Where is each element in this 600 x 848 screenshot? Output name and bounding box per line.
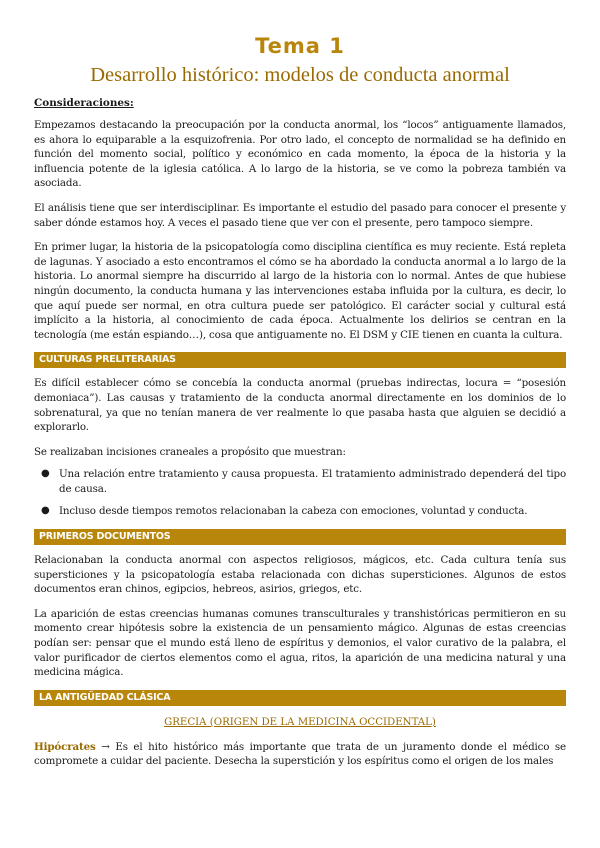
- bullet-icon: ●: [41, 505, 50, 517]
- term-hippocrates: Hipócrates: [34, 740, 96, 753]
- page-title: Tema 1: [255, 34, 345, 58]
- subheading-greece: GRECIA (ORIGEN DE LA MEDICINA OCCIDENTAL): [164, 716, 436, 728]
- intro-paragraph-1: Empezamos destacando la preocupación por la conducta anormal, los “locos” antiguamente llamados, es ahora lo equiparable a la esquizofrenia. Por otro lado, el concepto de normalidad se ha definido en función del momento social, político y económico en cada momento, la época de la historia y la influencia potente de la iglesia católica. A lo largo de la historia, se ve como la pobreza también va asociada.: [34, 119, 566, 190]
- hippocrates-paragraph: [34, 740, 566, 769]
- section-heading-classical: LA ANTIGÜEDAD CLÁSICA: [34, 690, 566, 706]
- list-item: [41, 467, 566, 496]
- intro-paragraph-3: En primer lugar, la historia de la psicopatología como disciplina científica es muy reciente. Está repleta de lagunas. Y asociado a esto encontramos el cómo se ha abordado la conducta anormal a lo largo de la historia. Lo anormal siempre ha discurrido al largo de la historia con lo normal. Antes de que hubiese ningún documento, la conducta humana y las intervenciones estaba influida por la cultura, es decir, lo que aquí puede ser normal, en otra cultura puede ser patológico. El carácter social y cultural está implícito a la historia, al conocimiento de cada época. Actualmente los delirios se centran en la tecnología (me están espiando…), cosa que antiguamente no. El DSM y CIE tienen en cuanta la cultura.: [34, 241, 566, 341]
- considerations-label: Consideraciones:: [34, 97, 134, 109]
- hippocrates-text: → Es el hito histórico más importante que trata de un juramento donde el médico se compromete a cuidar del paciente. Desecha la superstición y los espíritus como el origen de los males: [34, 740, 566, 768]
- page-subtitle: Desarrollo histórico: modelos de conducta anormal: [90, 64, 510, 86]
- preliterate-paragraph-2: Se realizaban incisiones craneales a propósito que muestran:: [34, 445, 346, 458]
- preliterate-paragraph-1: Es difícil establecer cómo se concebía la conducta anormal (pruebas indirectas, locura = “posesión demoniaca”). Las causas y tratamiento de la conducta anormal directamente en los dominios de lo sobrenatural, ya que no tenían manera de ver realmente lo que pasaba hasta que alguien se decidió a explorarlo.: [34, 377, 566, 434]
- preliterate-bullet-list: [34, 467, 566, 519]
- section-heading-preliterate: CULTURAS PRELITERARIAS: [34, 352, 566, 368]
- documents-paragraph-1: Relacionaban la conducta anormal con aspectos religiosos, mágicos, etc. Cada cultura tenía sus supersticiones y la psicopatología estaba relacionada con dichas supersticiones. Algunos de estos documentos eran chinos, egipcios, hebreos, asirios, griegos, etc.: [34, 554, 566, 596]
- intro-paragraph-2: El análisis tiene que ser interdisciplinar. Es importante el estudio del pasado para conocer el presente y saber dónde estamos hoy. A veces el pasado tiene que ver con el presente, pero tampoco siempre.: [34, 201, 566, 229]
- list-item: [41, 504, 566, 519]
- section-heading-documents: PRIMEROS DOCUMENTOS: [34, 529, 566, 545]
- list-item-text: Una relación entre tratamiento y causa propuesta. El tratamiento administrado dependerá del tipo de causa.: [59, 468, 566, 495]
- documents-paragraph-2: La aparición de estas creencias humanas comunes transculturales y transhistóricas permitieron en su momento crear hipótesis sobre la existencia de un pensamiento mágico. Algunas de estas creencias podían ser: pensar que el mundo está lleno de espíritus y demonios, el valor curativo de la palabra, el valor purificador de ciertos elementos como el agua, ritos, la aparición de una medicina natural y una medicina mágica.: [34, 607, 566, 679]
- list-item-text: Incluso desde tiempos remotos relacionaban la cabeza con emociones, voluntad y conducta.: [59, 505, 528, 518]
- bullet-icon: ●: [41, 468, 50, 480]
